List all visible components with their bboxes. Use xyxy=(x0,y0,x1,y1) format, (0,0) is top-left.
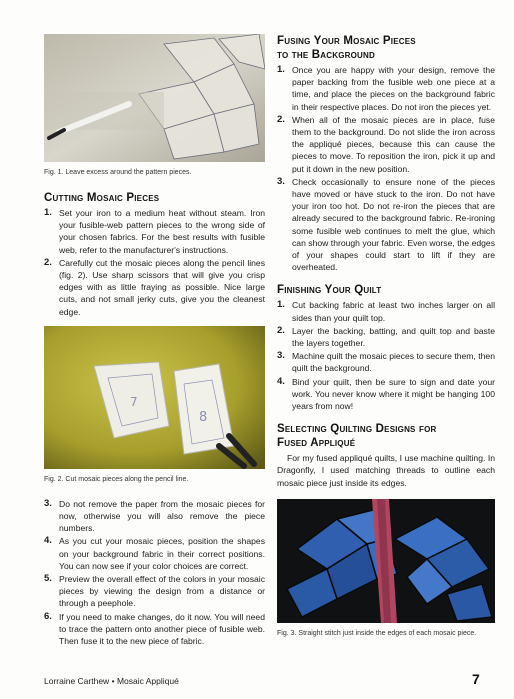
selecting-paragraph: For my fused appliqué quilts, I use machine quilting. In Dragonfly, I used matching threads to outline each mosaic piece just inside its edges. xyxy=(277,453,495,488)
footer-book-title: Mosaic Appliqué xyxy=(116,676,179,686)
section-title-cutting: Cutting Mosaic Pieces xyxy=(44,192,160,204)
more-steps-list xyxy=(44,498,265,647)
list-item: 5. Preview the overall effect of the colors in your mosaic pieces by viewing the design from a distance or through a peephole. xyxy=(44,573,265,609)
fusing-steps-list xyxy=(277,64,495,273)
left-column xyxy=(44,34,265,648)
figure-2-photo xyxy=(44,326,265,469)
figure-3-caption: Fig. 3. Straight stitch just inside the edges of each mosaic piece. xyxy=(277,629,477,637)
list-item: 3. Check occasionally to ensure none of the pieces have moved or have stuck to the iron. Do not have your iron too hot. Do not re-iron the pieces that are already secured to the background fabric. Re-ironing some fusible web continues to melt the glue, which can show through your fabric. Even worse, the edges of your shapes could start to lift if they are overheated. xyxy=(277,175,495,273)
section-title-fusing: Fusing Your Mosaic Pieces to the Background xyxy=(277,35,416,61)
figure-1-photo xyxy=(44,34,265,162)
footer-author: Lorraine Carthew xyxy=(44,676,110,686)
page-number: 7 xyxy=(472,671,480,687)
figure-3-photo xyxy=(277,499,495,623)
finishing-steps-list xyxy=(277,299,495,412)
section-title-finishing: Finishing Your Quilt xyxy=(277,284,382,297)
right-column xyxy=(277,34,495,638)
list-item: 3. Machine quilt the mosaic pieces to secure them, then quilt the background. xyxy=(277,350,495,374)
svg-text:7: 7 xyxy=(130,394,138,409)
footer-bullet: • xyxy=(111,676,115,686)
list-item: 1. Cut backing fabric at least two inches larger on all sides than your quilt top. xyxy=(277,299,495,323)
list-item: 3. Do not remove the paper from the mosaic pieces for now, otherwise you will also remove the piece numbers. xyxy=(44,497,265,534)
section-title-selecting: Selecting Quilting Designs for Fused Appliqué xyxy=(277,423,437,450)
figure-1-caption: Fig. 1. Leave excess around the pattern pieces. xyxy=(44,169,192,176)
list-item: 4. Bind your quilt, then be sure to sign and date your work. You never know where it might be hanging 100 years from now! xyxy=(277,375,495,412)
list-item: 1. Set your iron to a medium heat without steam. Iron your fusible-web pattern pieces to the wrong side of your chosen fabrics. For the best results with fusible web, refer to the manufacturer's instructions. xyxy=(44,207,265,255)
list-item: 1. Once you are happy with your design, remove the paper backing from the fusible web one piece at a time, and place the pieces on the background fabric in their respective places. Do not iron the pieces yet. xyxy=(277,64,495,112)
cutting-steps-list xyxy=(44,207,265,318)
footer-running-title xyxy=(44,676,179,686)
list-item: 6. If you need to make changes, do it now. You will need to trace the pattern onto another piece of fusible web. Then fuse it to the new piece of fabric. xyxy=(44,610,265,647)
list-item: 2. Layer the backing, batting, and quilt top and baste the layers together. xyxy=(277,324,495,349)
list-item: 2. When all of the mosaic pieces are in place, fuse them to the background. Do not slide the iron across the appliqué pieces, because this can cause the pieces to move. To reposition the iron, pick it up and put it down in the new position. xyxy=(277,113,495,174)
svg-text:8: 8 xyxy=(199,409,208,425)
figure-2-caption: Fig. 2. Cut mosaic pieces along the pencil line. xyxy=(44,475,189,483)
list-item: 2. Carefully cut the mosaic pieces along the pencil lines (fig. 2). Use sharp scissors that will give you crisp edges with as little fraying as possible. Nice large cuts, and not small jerky cuts, give you the cleanest edge. xyxy=(44,256,265,317)
list-item: 4. As you cut your mosaic pieces, position the shapes on your background fabric in their correct positions. You can now see if your color choices are correct. xyxy=(44,535,265,571)
